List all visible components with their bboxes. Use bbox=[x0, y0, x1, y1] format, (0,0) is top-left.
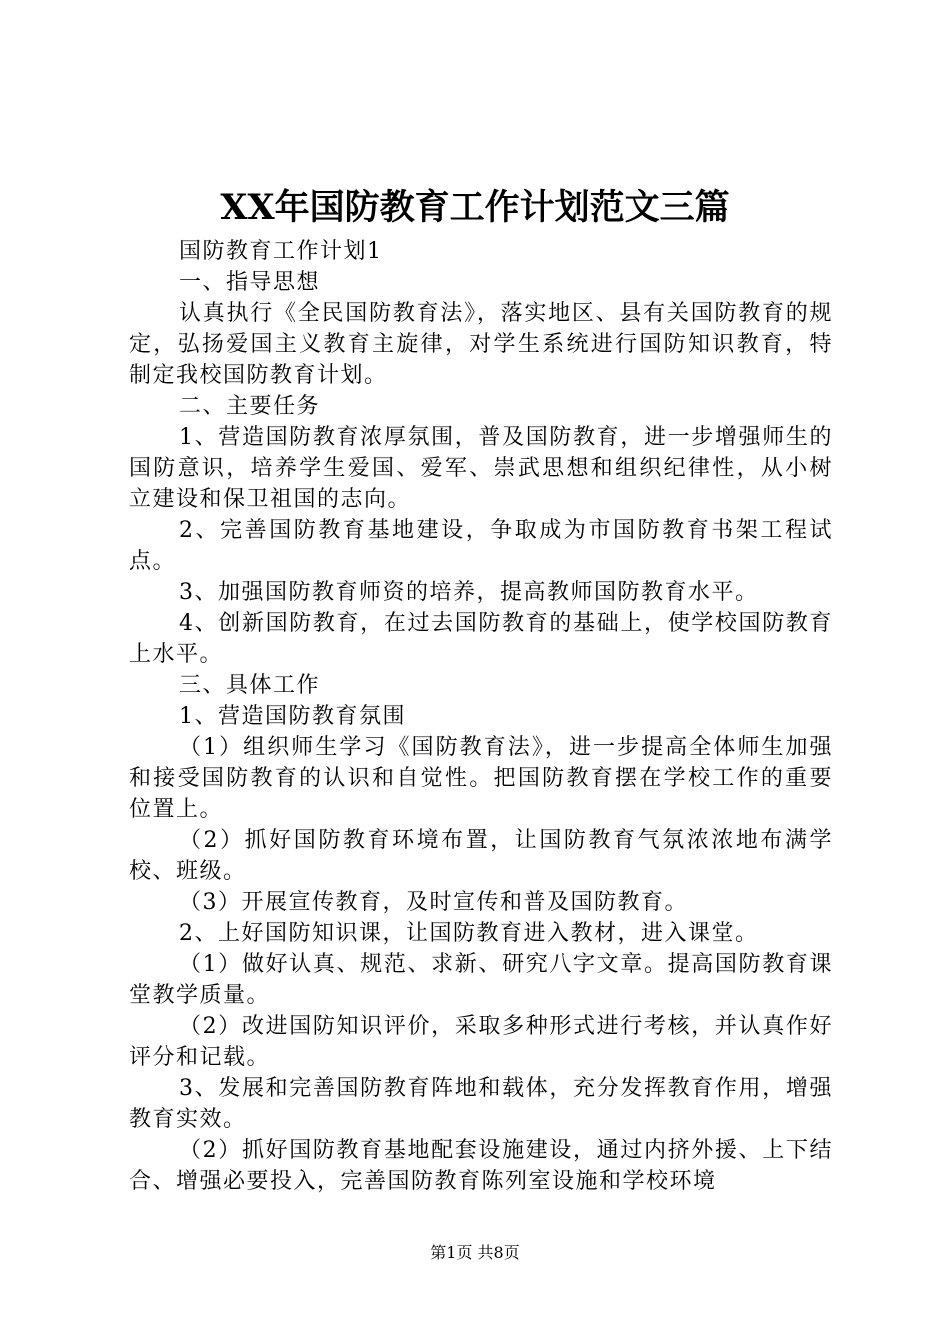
paragraph: （3）开展宣传教育，及时宣传和普及国防教育。 bbox=[179, 890, 688, 915]
paragraph: 1、营造国防教育浓厚氛围，普及国防教育，进一步增强师生的国防意识，培养学生爱国、爱军、崇武思想和组织纪律性，从小树立建设和保卫祖国的志向。 bbox=[129, 425, 833, 512]
section-heading: 一、指导思想 bbox=[179, 270, 321, 295]
subsection-heading: 1、营造国防教育氛围 bbox=[179, 704, 406, 729]
paragraph: 国防教育工作计划1 bbox=[179, 239, 383, 264]
paragraph: 认真执行《全民国防教育法》，落实地区、县有关国防教育的规定，弘扬爱国主义教育主旋律，对学生系统进行国防知识教育，特制定我校国防教育计划。 bbox=[129, 301, 833, 388]
section-heading: 二、主要任务 bbox=[179, 394, 321, 419]
paragraph: （1）做好认真、规范、求新、研究八字文章。提高国防教育课堂教学质量。 bbox=[129, 952, 833, 1008]
page-number-footer: 第1页 共8页 bbox=[430, 1243, 520, 1262]
paragraph: （2）改进国防知识评价，采取多种形式进行考核，并认真作好评分和记载。 bbox=[129, 1014, 833, 1070]
subsection-heading: 2、上好国防知识课，让国防教育进入教材，进入课堂。 bbox=[179, 921, 759, 946]
paragraph: （2）抓好国防教育基地配套设施建设，通过内挤外援、上下结合、增强必要投入，完善国防教育陈列室设施和学校环境 bbox=[129, 1138, 833, 1194]
paragraph: 2、完善国防教育基地建设，争取成为市国防教育书架工程试点。 bbox=[129, 518, 833, 574]
paragraph: （2）抓好国防教育环境布置，让国防教育气氛浓浓地布满学校、班级。 bbox=[129, 828, 833, 884]
paragraph: （1）组织师生学习《国防教育法》，进一步提高全体师生加强和接受国防教育的认识和自觉性。把国防教育摆在学校工作的重要位置上。 bbox=[129, 735, 833, 822]
paragraph: 3、加强国防教育师资的培养，提高教师国防教育水平。 bbox=[179, 580, 759, 605]
subsection-heading: 3、发展和完善国防教育阵地和载体，充分发挥教育作用，增强教育实效。 bbox=[129, 1076, 833, 1132]
section-heading: 三、具体工作 bbox=[179, 673, 321, 698]
document-body bbox=[129, 236, 833, 1197]
paragraph: 4、创新国防教育，在过去国防教育的基础上，使学校国防教育上水平。 bbox=[129, 611, 833, 667]
document-title: XX年国防教育工作计划范文三篇 bbox=[220, 187, 730, 228]
